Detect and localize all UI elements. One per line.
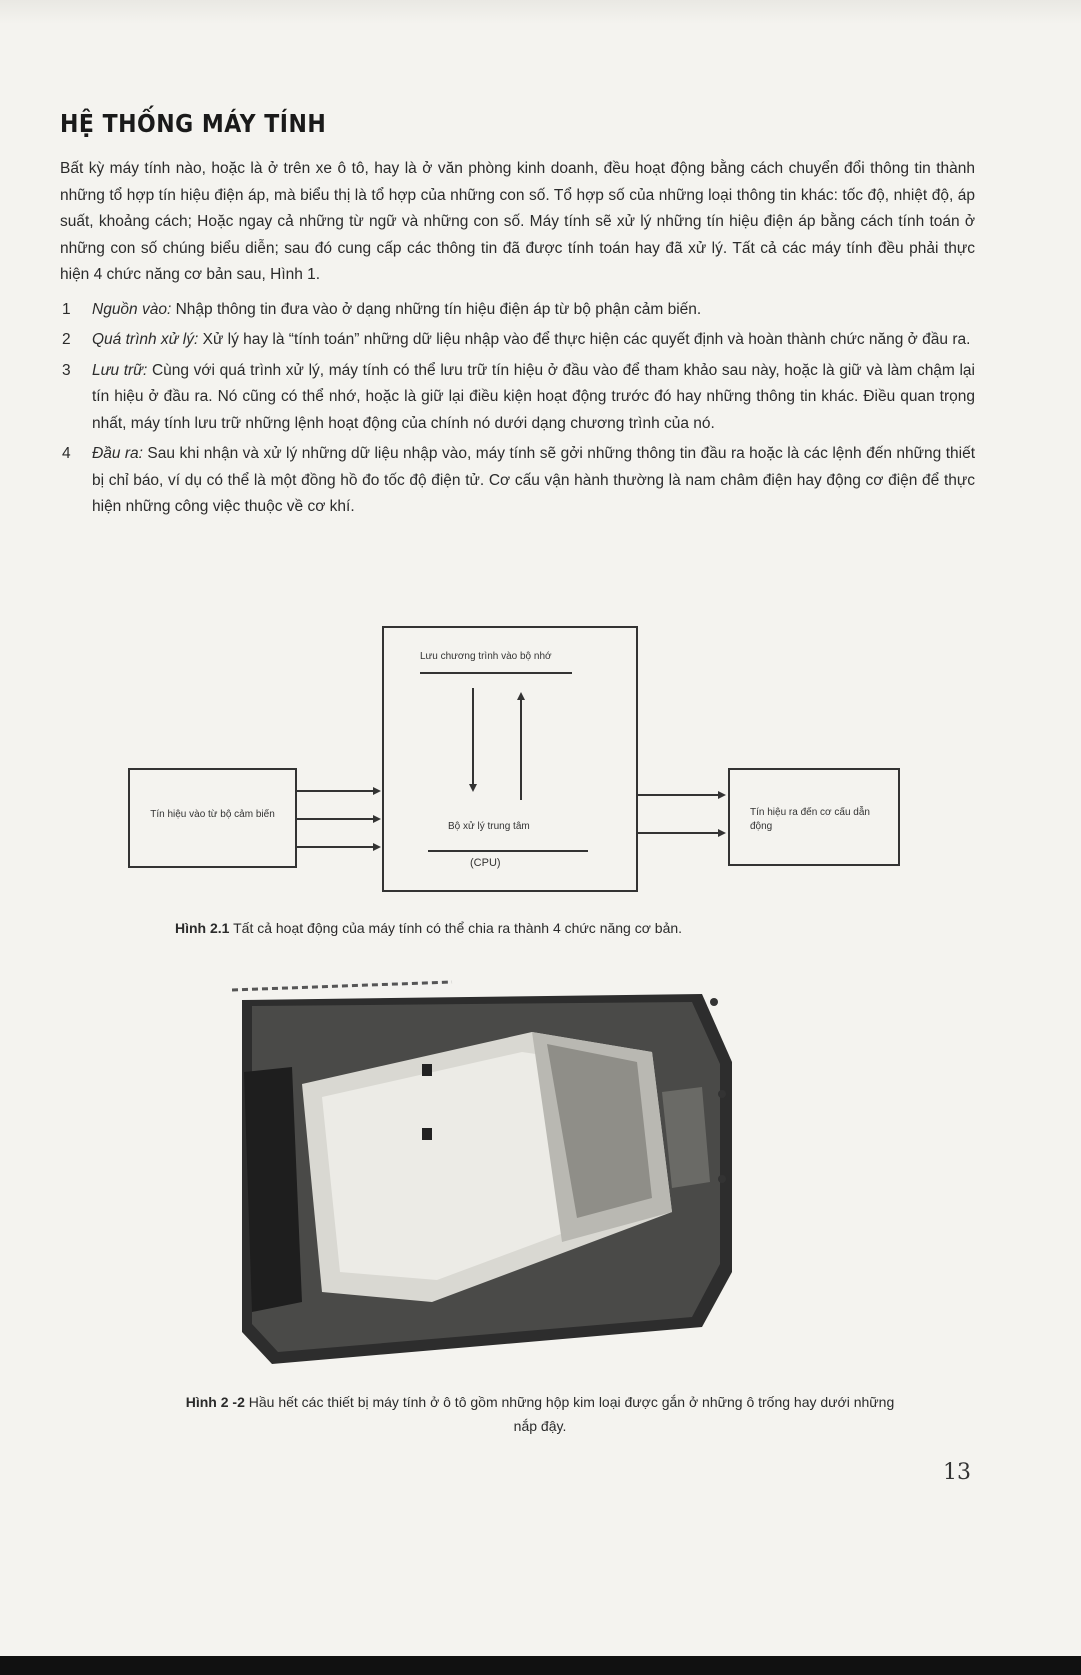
input-arrow-head [373,843,381,851]
up-arrow-line [520,700,522,800]
function-item: 3 Lưu trữ: Cùng với quá trình xử lý, máy tính có thể lưu trữ tín hiệu ở đầu vào để tham khảo sau này, hoặc là giữ và làm chậm lại tín hiệu ở đầu ra. Nó cũng có thể nhớ, hoặc là giữ lại điều kiện hoạt động trước đó hay những thông tin khác. Điều quan trọng nhất, máy tính lưu trữ những lệnh hoạt động của chính nó dưới dạng chương trình của nó. [62,361,975,432]
ecu-module-photo [232,972,770,1367]
up-arrow-head [517,692,525,700]
output-arrow-line [636,832,720,834]
output-arrow-head [718,791,726,799]
input-arrow-head [373,787,381,795]
function-item: 4 Đầu ra: Sau khi nhận và xử lý những dữ liệu nhập vào, máy tính sẽ gởi những thông tin đầu ra hoặc là các lệnh đến những thiết bị chỉ báo, ví dụ có thể là một đồng hồ đo tốc độ điện tử. Cơ cấu vận hành thường là nam châm điện hay động cơ điện để thực hiện những công việc thuộc về cơ khí. [62,445,975,515]
page-number: 13 [943,1460,971,1485]
output-label: Tín hiệu ra đến cơ cấu dẫn động [750,807,870,832]
down-arrow-head [469,784,477,792]
processor-label: Bộ xử lý trung tâm [448,821,530,832]
computer-block-diagram [120,618,920,918]
memory-label: Lưu chương trình vào bộ nhớ [420,651,552,662]
cpu-box [382,626,638,892]
function-item: 1 Nguồn vào: Nhập thông tin đưa vào ở dạng những tín hiệu điện áp từ bộ phận cảm biến. [62,300,702,318]
input-arrow-head [373,815,381,823]
page-top-edge [0,0,1081,24]
function-item: 2 Quá trình xử lý: Xử lý hay là “tính toán” những dữ liệu nhập vào để thực hiện các quyết định và hoàn thành chức năng ở đầu ra. [62,331,971,348]
input-arrow-line [295,790,375,792]
figure-caption-1: Hình 2.1 Tất cả hoạt động của máy tính có thể chia ra thành 4 chức năng cơ bản. [175,920,683,936]
figure-caption-2: Hình 2 -2 Hầu hết các thiết bị máy tính ở ô tô gồm những hộp kim loại được gắn ở những ô trống hay dưới những nắp đậy. [185,1394,895,1434]
output-box [728,768,900,866]
down-arrow-line [472,688,474,784]
cpu-label: (CPU) [470,857,501,869]
input-label: Tín hiệu vào từ bộ cảm biến [150,809,275,820]
intro-paragraph: Bất kỳ máy tính nào, hoặc là ở trên xe ô tô, hay là ở văn phòng kinh doanh, đều hoạt động bằng cách chuyển đổi thông tin thành những tổ hợp tín hiệu điện áp, mà biểu thị là tổ hợp của những con số. Tổ hợp số của những loại thông tin khác: tốc độ, nhiệt độ, áp suất, khoảng cách; Hoặc ngay cả những từ ngữ và những con số. Máy tính sẽ xử lý những tín hiệu điện áp bằng cách tính toán ở những con số chúng biểu diễn; sau đó cung cấp các thông tin đã được tính toán hay đã xử lý. Tất cả các máy tính đều phải thực hiện 4 chức năng cơ bản sau, Hình 1. [60,160,975,283]
cpu-overline [428,850,588,852]
section-heading: HỆ THỐNG MÁY TÍNH [60,110,327,139]
output-arrow-line [636,794,720,796]
output-arrow-head [718,829,726,837]
scan-bottom-edge [0,1656,1081,1675]
body-text [60,156,975,525]
input-arrow-line [295,818,375,820]
input-box [128,768,297,868]
memory-underline [420,672,572,674]
input-arrow-line [295,846,375,848]
function-list [60,297,975,521]
